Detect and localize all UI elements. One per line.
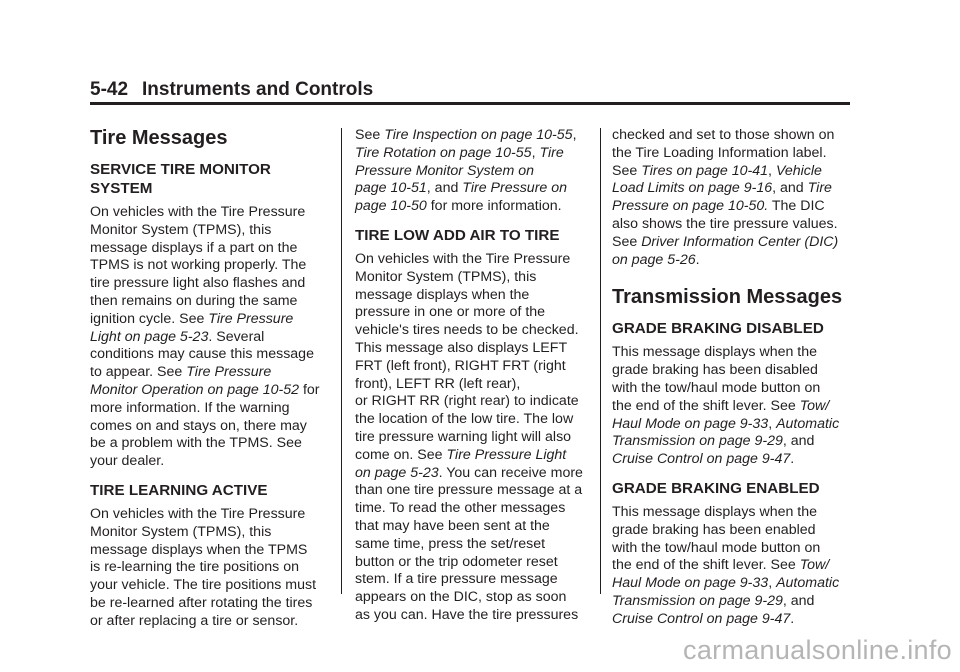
cross-reference: Tire Pressure Light [446, 446, 567, 463]
cross-reference: Tire Rotation on page 10-55 [355, 144, 532, 161]
column-3 [612, 127, 857, 629]
column-divider [600, 128, 601, 594]
section-title-tire-messages: Tire Messages [90, 127, 228, 149]
cross-reference: Automatic [776, 415, 840, 432]
cross-reference: on page 5-26 [612, 251, 696, 268]
column-2 [355, 127, 595, 625]
cross-reference: Tire [539, 144, 564, 161]
cross-reference: Transmission on page 9-29 [612, 592, 783, 609]
cross-reference: Tire Pressure [208, 310, 294, 327]
paragraph-grade-braking-disabled: This message displays when the grade braking has been disabled with the tow/haul mode button on the end of the shift lever. See Tow/ Haul Mode on page 9-33, Automatic Transmission on page 9-29, and Cruise Control on page 9-47. [612, 344, 840, 468]
chapter-title: Instruments and Controls [142, 79, 374, 100]
cross-reference: Cruise Control on page 9-47 [612, 610, 791, 627]
paragraph-service-tire-monitor: On vehicles with the Tire Pressure Monitor System (TPMS), this message displays if a part on the TPMS is not working properly. The tire pressure light also flashes and then remains on during the same ignition cycle. See Tire Pressure Light on page 5-23. Several conditions may cause this message to appear. See Tire Pressure Monitor Operation on page 10-52 for more information. If the warning comes on and stays on, there may be a problem with the TPMS. See your dealer. [90, 204, 320, 470]
watermark: carmanualsonline.info [683, 635, 952, 665]
cross-reference: Tow/ [799, 557, 830, 574]
cross-reference: Tow/ [799, 397, 830, 414]
cross-reference: Cruise Control on page 9-47 [612, 451, 791, 468]
heading-service-tire-monitor: SERVICE TIRE MONITOR SYSTEM [90, 161, 271, 197]
cross-reference: Haul Mode on page 9-33 [612, 415, 769, 432]
heading-grade-braking-disabled: GRADE BRAKING DISABLED [612, 320, 824, 338]
heading-tire-low-add-air: TIRE LOW ADD AIR TO TIRE [355, 226, 560, 244]
heading-tire-learning-active: TIRE LEARNING ACTIVE [90, 481, 268, 499]
cross-reference: Tire [807, 180, 832, 197]
paragraph-see-also: See Tire Inspection on page 10-55, Tire Rotation on page 10-55, Tire Pressure Monitor System on page 10-51, and Tire Pressure on page 10-50 for more information. [355, 127, 577, 215]
cross-reference: Load Limits on page 9-16 [612, 180, 773, 197]
page-header [90, 79, 373, 101]
cross-reference: Monitor Operation on page 10-52 [90, 381, 300, 398]
heading-grade-braking-enabled: GRADE BRAKING ENABLED [612, 479, 820, 497]
cross-reference: Vehicle [775, 162, 822, 179]
column-1 [90, 126, 330, 631]
cross-reference: Pressure on page 10-50. [612, 198, 769, 215]
cross-reference: Tires on page 10-41 [641, 162, 769, 179]
column-divider [341, 128, 342, 594]
cross-reference: Haul Mode on page 9-33 [612, 575, 769, 592]
cross-reference: Pressure Monitor System on [355, 162, 534, 179]
cross-reference: page 10-51 [355, 180, 427, 197]
cross-reference: page 10-50 [355, 198, 427, 215]
page-number: 5-42 [90, 79, 129, 100]
cross-reference: Tire Pressure on [462, 180, 568, 197]
paragraph-tire-learning-active: On vehicles with the Tire Pressure Monitor System (TPMS), this message displays when the TPMS is re-learning the tire positions on your vehicle. The tire positions must be re-learned after rotating the tires or after replacing a tire or sensor. [90, 505, 317, 629]
cross-reference: Tire Inspection on page 10-55 [384, 127, 573, 143]
cross-reference: Automatic [776, 575, 840, 592]
cross-reference: Light on page 5-23 [90, 328, 209, 345]
paragraph-tire-low-add-air: On vehicles with the Tire Pressure Monitor System (TPMS), this message displays when the pressure in one or more of the vehicle's tires needs to be checked. This message also displays LEFT FRT (left front), RIGHT FRT (right front), LEFT RR (left rear), or RIGHT RR (right rear) to indicate the location of the low tire. The low tire pressure warning light will also come on. See Tire Pressure Light on page 5-23. You can receive more than one tire pressure message at a time. To read the other messages that may have been sent at the same time, press the set/reset button or the trip odometer reset stem. If a tire pressure message appears on the DIC, stop as soon as you can. Have the tire pressures [355, 250, 583, 623]
cross-reference: Transmission on page 9-29 [612, 433, 783, 450]
cross-reference: on page 5-23 [355, 464, 439, 481]
cross-reference: Driver Information Center (DIC) [641, 233, 839, 250]
cross-reference: Tire Pressure [186, 364, 272, 381]
section-title-transmission-messages: Transmission Messages [612, 286, 843, 309]
paragraph-grade-braking-enabled: This message displays when the grade braking has been enabled with the tow/haul mode button on the end of the shift lever. See Tow/ Haul Mode on page 9-33, Automatic Transmission on page 9-29, and Cruise Control on page 9-47. [612, 503, 840, 627]
header-rule [90, 102, 850, 105]
paragraph-tire-low-continued: checked and set to those shown on the Tire Loading Information label. See Tires on page 10-41, Vehicle Load Limits on page 9-16, and Tire Pressure on page 10-50. The DIC also shows the tire pressure values. See Driver Information Center (DIC) on page 5-26. [612, 127, 839, 268]
